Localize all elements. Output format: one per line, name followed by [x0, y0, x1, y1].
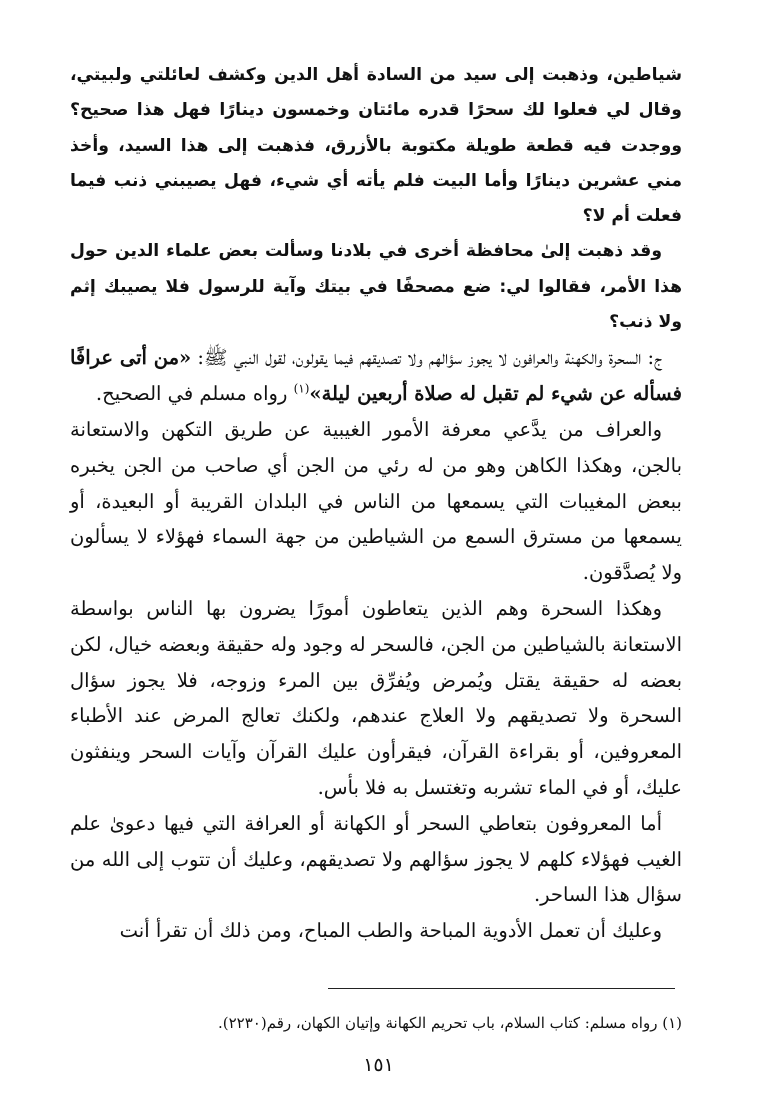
question-continuation: شياطين، وذهبت إلى سيد من السادة أهل الدين وكشف لعائلتي ولبيتي، وقال لي فعلوا لك سحرًا قدره مائتان وخمسون دينارًا فهل هذا صحيح؟ ووجدت فيه قطعة طويلة مكتوبة بالأزرق، فذهبت إلى هذا السيد، وأخذ مني عشرين دينارًا وأما البيت فلم يأته أي شيء، فهل يصيبني ذنب فيما فعلت أم لا؟ [70, 65, 682, 227]
answer-citation: رواه مسلم في الصحيح. [95, 382, 294, 406]
page-number: ١٥١ [363, 1054, 394, 1076]
footnote-reference[interactable]: (١) [293, 381, 310, 396]
answer-paragraph-2: والعراف من يدَّعي معرفة الأمور الغيبية عن طريق التكهن والاستعانة بالجن، وهكذا الكاهن وهو من له رئي من الجن أي صاحب من الجن يخبره ببعض المغيبات التي يسمعها من الناس في البلدان القريبة أو البعيدة، أو يسمعها من مسترق السمع من الشياطين من جهة السماء فهؤلاء لا يسألون ولا يُصدَّقون. [70, 417, 682, 585]
page-body [70, 58, 682, 949]
footnote: (١) رواه مسلم: كتاب السلام، باب تحريم الكهانة وإتيان الكهان، رقم(٢٢٣٠). [218, 1014, 682, 1032]
hadith-quote: «من أتى عرافًا فسأله عن شيء لم تقبل له صلاة أربعين ليلة» [69, 346, 682, 406]
footnote-divider [328, 988, 675, 989]
answer-paragraph-4: أما المعروفون بتعاطي السحر أو الكهانة أو العرافة التي فيها دعوىٰ علم الغيب فهؤلاء كلهم لا يجوز سؤالهم ولا تصديقهم، وعليك أن تتوب إلى الله من سؤال هذا الساحر. [70, 811, 682, 907]
question-paragraph-2: وقد ذهبت إلىٰ محافظة أخرى في بلادنا وسألت بعض علماء الدين حول هذا الأمر، فقالوا لي: ضع مصحفًا في بيتك وآية للرسول فلا يصيبك إثم ولا ذنب؟ [70, 241, 682, 333]
answer-paragraph-3: وهكذا السحرة وهم الذين يتعاطون أمورًا يضرون بها الناس بواسطة الاستعانة بالشياطين من الجن، فالسحر له وجود وله حقيقة وبعضه خيال، لكن بعضه له حقيقة يقتل ويُمرض ويُفرِّق بين المرء وزوجه، فلا يجوز سؤال السحرة ولا تصديقهم ولا العلاج عندهم، ولكنك تعالج المرض عند الأطباء المعروفين، أو بقراءة القرآن، فيقرأون عليك القرآن وآيات السحر وينفثون عليك، أو في الماء تشربه وتغتسل به فلا بأس. [70, 596, 682, 799]
answer-paragraph-5: وعليك أن تعمل الأدوية المباحة والطب المباح، ومن ذلك أن تقرأ أنت [119, 919, 662, 943]
answer-paragraph-1 [70, 340, 682, 412]
answer-intro: ج: السحرة والكهنة والعرافون لا يجوز سؤالهم ولا تصديقهم فيما يقولون، لقول النبي ﷺ: [191, 346, 662, 370]
